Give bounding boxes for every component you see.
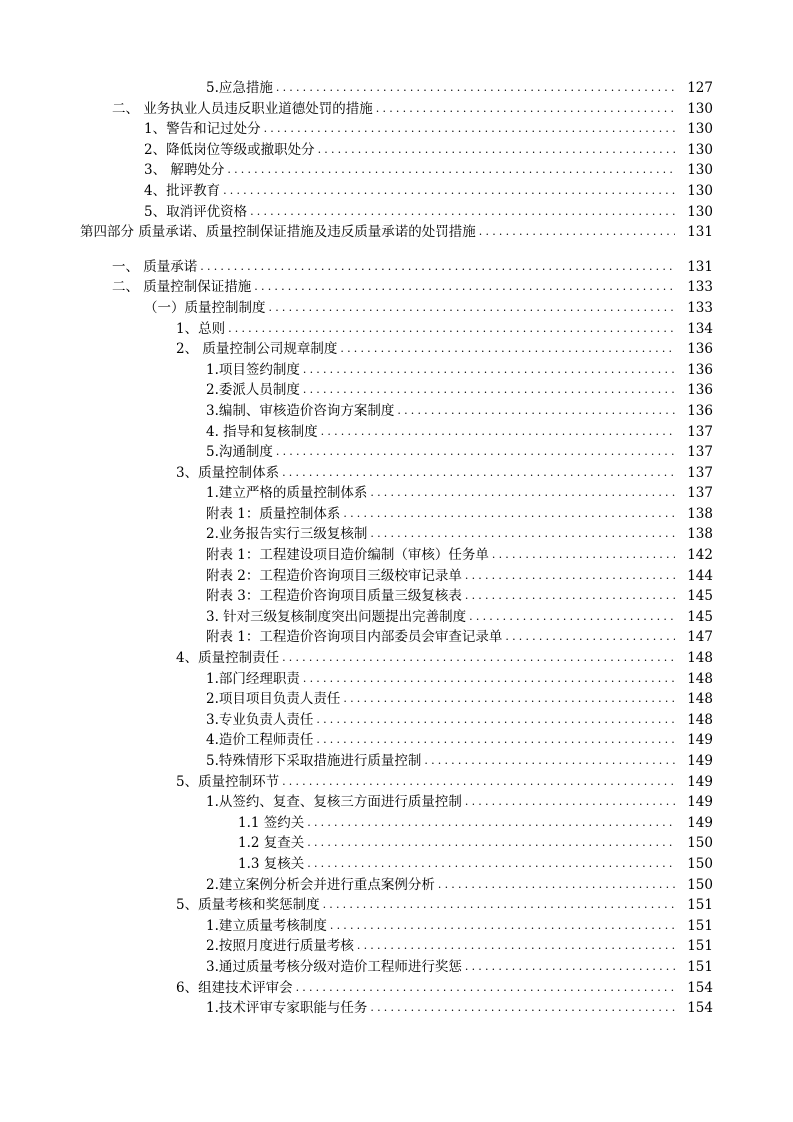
- toc-entry-page-number: 136: [687, 382, 713, 399]
- toc-entry: [0, 792, 793, 813]
- toc-entry-label: 5.特殊情形下采取措施进行质量控制: [206, 753, 422, 769]
- toc-entry: [0, 202, 793, 223]
- toc-entry-page-number: 142: [687, 547, 713, 564]
- toc-entry-label: 2.业务报告实行三级复核制: [206, 526, 368, 543]
- toc-entry-label: 1.建立质量考核制度: [206, 917, 327, 934]
- toc-dot-leader: [282, 463, 675, 484]
- toc-entry-page-number: 130: [687, 100, 713, 117]
- toc-entry-label: 5、取消评优资格: [144, 203, 248, 220]
- toc-entry-page-number: 145: [687, 608, 713, 625]
- toc-entry: [0, 160, 793, 181]
- toc-entry-page-number: 145: [687, 588, 713, 605]
- toc-dot-leader: [424, 751, 675, 772]
- toc-dot-leader: [321, 422, 675, 443]
- toc-entry-label: 1、总则: [176, 320, 226, 337]
- toc-entry-label: 一、 质量承诺: [112, 258, 198, 275]
- toc-entry-label: 2.项目项目负责人责任: [206, 691, 341, 708]
- toc-entry-page-number: 138: [687, 526, 713, 543]
- toc-entry-page-number: 148: [687, 670, 713, 687]
- toc-dot-leader: [276, 442, 675, 463]
- toc-entry: [0, 524, 793, 545]
- toc-entry-page-number: 130: [687, 203, 713, 220]
- toc-entry: [0, 648, 793, 669]
- toc-entry-page-number: 137: [687, 444, 713, 461]
- toc-entry-label: 附表 1：工程造价咨询项目内部委员会审查记录单: [206, 629, 503, 646]
- toc-entry-label: 1、警告和记过处分: [144, 121, 261, 138]
- toc-entry-page-number: 150: [687, 835, 713, 852]
- toc-entry-label: 附表 3：工程造价咨询项目质量三级复核表: [206, 588, 462, 605]
- toc-dot-leader: [307, 833, 675, 854]
- toc-entry-page-number: 130: [687, 162, 713, 179]
- toc-dot-leader: [200, 257, 675, 278]
- toc-entry-label: 5.应急措施: [206, 80, 273, 96]
- toc-entry: [0, 978, 793, 999]
- toc-entry: [0, 339, 793, 360]
- toc-entry: [0, 689, 793, 710]
- toc-dot-leader: [465, 792, 675, 813]
- toc-entry-page-number: 136: [687, 341, 713, 358]
- toc-dot-leader: [228, 319, 675, 340]
- toc-entry: [0, 319, 793, 340]
- toc-entry: [0, 772, 793, 793]
- toc-entry-label: 1.项目签约制度: [206, 361, 300, 378]
- toc-entry: [0, 607, 793, 628]
- toc-entry: [0, 504, 793, 525]
- toc-entry: [0, 710, 793, 731]
- toc-dot-leader: [469, 607, 675, 628]
- toc-entry: [0, 916, 793, 937]
- toc-entry: [0, 99, 793, 120]
- toc-entry-page-number: 138: [687, 505, 713, 522]
- toc-entry-page-number: 147: [687, 629, 713, 646]
- toc-dot-leader: [296, 978, 675, 999]
- toc-entry-label: 二、 业务执业人员违反职业道德处罚的措施: [112, 100, 373, 117]
- toc-entry: [0, 222, 793, 243]
- toc-entry-label: 5、质量考核和奖惩制度: [176, 897, 320, 914]
- toc-entry: [0, 854, 793, 875]
- toc-entry: [0, 119, 793, 140]
- toc-dot-leader: [250, 202, 675, 223]
- toc-dot-leader: [340, 339, 675, 360]
- toc-entry-label: 附表 1：质量控制体系: [206, 505, 341, 522]
- toc-entry: [0, 463, 793, 484]
- toc-entry-page-number: 137: [687, 464, 713, 481]
- toc-dot-leader: [397, 401, 675, 422]
- toc-entry: [0, 566, 793, 587]
- toc-entry-label: 1.2 复查关: [238, 835, 305, 852]
- toc-entry-label: 二、 质量控制保证措施: [112, 279, 252, 296]
- toc-entry-page-number: 149: [687, 753, 713, 769]
- toc-entry: [0, 298, 793, 319]
- toc-entry: [0, 957, 793, 978]
- table-of-contents: [0, 78, 793, 1019]
- toc-entry: [0, 277, 793, 298]
- toc-entry-label: 4、质量控制责任: [176, 650, 280, 667]
- toc-dot-leader: [264, 119, 675, 140]
- toc-entry: [0, 751, 793, 772]
- toc-entry: [0, 140, 793, 161]
- toc-entry: [0, 895, 793, 916]
- toc-dot-leader: [465, 586, 675, 607]
- toc-dot-leader: [505, 627, 675, 648]
- toc-dot-leader: [438, 875, 675, 896]
- toc-dot-leader: [227, 160, 675, 181]
- toc-entry-label: 1.1 签约关: [238, 814, 305, 831]
- toc-entry-label: 6、组建技术评审会: [176, 979, 293, 996]
- toc-dot-leader: [282, 648, 675, 669]
- toc-entry: [0, 586, 793, 607]
- toc-entry: [0, 78, 793, 99]
- toc-entry: [0, 627, 793, 648]
- toc-entry-label: 3、质量控制体系: [176, 464, 280, 481]
- toc-entry: [0, 257, 793, 278]
- toc-entry: [0, 669, 793, 690]
- toc-entry-page-number: 149: [687, 794, 713, 811]
- toc-entry-label: 4、批评教育: [144, 182, 221, 199]
- toc-dot-leader: [316, 710, 675, 731]
- toc-entry: [0, 483, 793, 504]
- toc-dot-leader: [323, 895, 675, 916]
- toc-entry-label: 5.沟通制度: [206, 444, 273, 461]
- toc-dot-leader: [492, 545, 675, 566]
- toc-entry-page-number: 151: [687, 958, 713, 975]
- toc-entry-page-number: 137: [687, 485, 713, 502]
- toc-entry-label: （一）质量控制制度: [144, 299, 266, 316]
- toc-entry-label: 5、质量控制环节: [176, 773, 280, 790]
- toc-entry-page-number: 131: [687, 258, 713, 275]
- toc-entry-page-number: 149: [687, 773, 713, 790]
- toc-dot-leader: [303, 669, 675, 690]
- toc-entry: [0, 401, 793, 422]
- toc-entry-label: 2、 质量控制公司规章制度: [176, 341, 338, 358]
- toc-entry: [0, 875, 793, 896]
- toc-entry-label: 2、降低岗位等级或撤职处分: [144, 141, 315, 158]
- toc-entry-page-number: 144: [687, 567, 713, 584]
- toc-entry-label: 1.技术评审专家职能与任务: [206, 1000, 368, 1017]
- toc-entry-label: 2.建立案例分析会并进行重点案例分析: [206, 876, 435, 893]
- toc-dot-leader: [465, 566, 675, 587]
- toc-entry-page-number: 150: [687, 855, 713, 872]
- toc-dot-leader: [370, 998, 675, 1019]
- toc-entry-page-number: 148: [687, 691, 713, 708]
- toc-entry-page-number: 130: [687, 141, 713, 158]
- toc-dot-leader: [318, 140, 675, 161]
- toc-entry-page-number: 151: [687, 938, 713, 955]
- toc-entry-label: 4. 指导和复核制度: [206, 423, 318, 440]
- toc-entry: [0, 813, 793, 834]
- toc-entry-page-number: 150: [687, 876, 713, 893]
- toc-entry-label: 2.委派人员制度: [206, 382, 300, 399]
- toc-entry-label: 2.按照月度进行质量考核: [206, 938, 354, 955]
- toc-dot-leader: [343, 689, 675, 710]
- toc-entry-page-number: 136: [687, 402, 713, 419]
- toc-entry: [0, 422, 793, 443]
- toc-dot-leader: [479, 222, 675, 243]
- toc-entry-page-number: 127: [687, 80, 713, 96]
- toc-dot-leader: [316, 730, 675, 751]
- toc-entry: [0, 360, 793, 381]
- toc-entry-page-number: 148: [687, 711, 713, 728]
- toc-entry-page-number: 148: [687, 650, 713, 667]
- toc-dot-leader: [370, 524, 675, 545]
- toc-dot-leader: [303, 360, 675, 381]
- toc-entry: [0, 833, 793, 854]
- toc-entry-page-number: 151: [687, 917, 713, 934]
- toc-entry-label: 3、 解聘处分: [144, 162, 225, 179]
- toc-entry-page-number: 151: [687, 897, 713, 914]
- toc-entry-label: 3.专业负责人责任: [206, 711, 314, 728]
- toc-dot-leader: [376, 99, 675, 120]
- toc-entry-page-number: 134: [687, 320, 713, 337]
- toc-dot-leader: [357, 936, 675, 957]
- toc-dot-leader: [276, 78, 675, 99]
- toc-entry-label: 1.建立严格的质量控制体系: [206, 485, 368, 502]
- toc-entry-label: 附表 2：工程造价咨询项目三级校审记录单: [206, 567, 462, 584]
- toc-entry-page-number: 154: [687, 979, 713, 996]
- toc-entry-label: 第四部分 质量承诺、质量控制保证措施及违反质量承诺的处罚措施: [80, 224, 476, 241]
- toc-dot-leader: [223, 181, 675, 202]
- toc-dot-leader: [254, 277, 675, 298]
- toc-entry-page-number: 133: [687, 279, 713, 296]
- toc-dot-leader: [282, 772, 675, 793]
- toc-dot-leader: [465, 957, 675, 978]
- toc-dot-leader: [330, 916, 675, 937]
- toc-entry-page-number: 137: [687, 423, 713, 440]
- toc-entry-page-number: 149: [687, 732, 713, 749]
- toc-entry-label: 4.造价工程师责任: [206, 732, 314, 749]
- toc-entry-page-number: 154: [687, 1000, 713, 1017]
- toc-dot-leader: [269, 298, 676, 319]
- toc-entry-page-number: 136: [687, 361, 713, 378]
- toc-entry: [0, 545, 793, 566]
- toc-entry-page-number: 130: [687, 121, 713, 138]
- toc-entry-label: 1.3 复核关: [238, 855, 305, 872]
- toc-entry: [0, 730, 793, 751]
- toc-entry: [0, 936, 793, 957]
- toc-dot-leader: [303, 380, 675, 401]
- toc-entry-page-number: 131: [687, 224, 713, 241]
- toc-entry: [0, 181, 793, 202]
- toc-entry: [0, 998, 793, 1019]
- toc-dot-leader: [307, 854, 675, 875]
- toc-entry-page-number: 149: [687, 814, 713, 831]
- toc-entry-label: 3.通过质量考核分级对造价工程师进行奖惩: [206, 958, 462, 975]
- toc-dot-leader: [307, 813, 675, 834]
- toc-entry-page-number: 130: [687, 182, 713, 199]
- toc-dot-leader: [343, 504, 675, 525]
- toc-dot-leader: [370, 483, 675, 504]
- toc-entry-label: 3. 针对三级复核制度突出问题提出完善制度: [206, 608, 467, 625]
- toc-entry: [0, 380, 793, 401]
- toc-entry-label: 1.部门经理职责: [206, 670, 300, 687]
- toc-entry-label: 附表 1：工程建设项目造价编制（审核）任务单: [206, 547, 489, 564]
- toc-entry-label: 1.从签约、复查、复核三方面进行质量控制: [206, 794, 462, 811]
- toc-entry-page-number: 133: [687, 299, 713, 316]
- toc-entry-label: 3.编制、审核造价咨询方案制度: [206, 402, 395, 419]
- toc-entry: [0, 442, 793, 463]
